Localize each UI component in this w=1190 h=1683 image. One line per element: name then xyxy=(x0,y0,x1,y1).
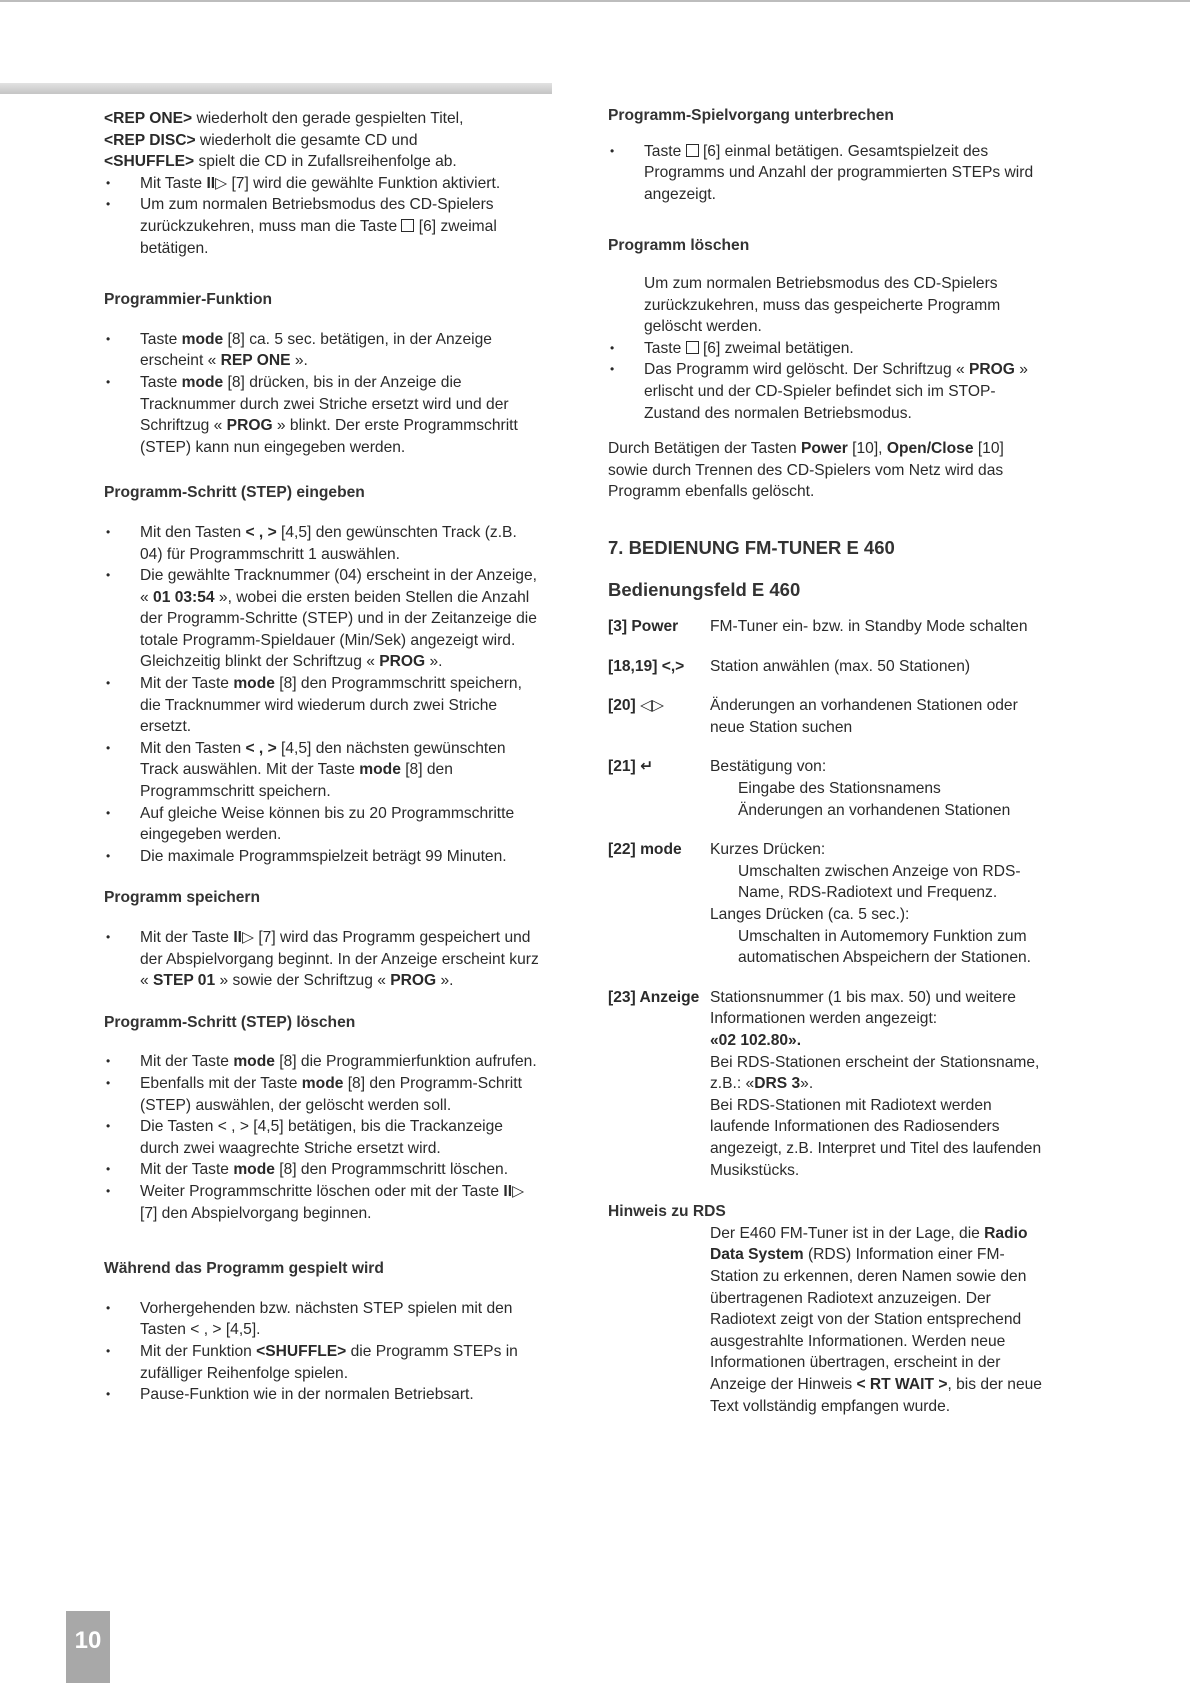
loeschen-list xyxy=(608,338,1042,424)
step-eingeben-list xyxy=(104,522,540,868)
hinweis-heading: Hinweis zu RDS xyxy=(608,1203,726,1221)
stop-square-icon xyxy=(686,341,699,354)
play-pause-icon: II▷ xyxy=(233,929,254,946)
list-item: • Mit der Taste mode [8] den Programmschritt löschen. xyxy=(104,1159,540,1181)
control-mode: [22] mode Kurzes Drücken: Umschalten zwischen Anzeige von RDS-Name, RDS-Radiotext und Frequenz. Langes Drücken (ca. 5 sec.): Umschalten in Automemory Funktion zum automatischen Abspeichern der Stationen. xyxy=(608,841,1032,967)
top-rule xyxy=(0,0,1190,2)
list-item: • Die Tasten < , > [4,5] betätigen, bis die Trackanzeige durch zwei waagrechte Striche ersetzt wird. xyxy=(104,1116,540,1159)
control-enter: [21] ↵ Bestätigung von: Eingabe des Stationsnamens Änderungen an vorhandenen Stationen xyxy=(608,758,1011,819)
list-item: • Mit den Tasten < , > [4,5] den gewünschten Track (z.B. 04) für Programmschritt 1 auswählen. xyxy=(104,522,540,565)
list-item: • Pause-Funktion wie in der normalen Betriebsart. xyxy=(104,1384,540,1406)
list-item: • Mit der Taste mode [8] die Programmierfunktion aufrufen. xyxy=(104,1051,540,1073)
control-station-select: [18,19] <,> Station anwählen (max. 50 Stationen) xyxy=(608,657,971,675)
unterbrechen-list xyxy=(608,141,1042,206)
list-item: • Mit Taste II▷ [7] wird die gewählte Funktion aktiviert. xyxy=(104,173,540,195)
list-item: • Taste [6] zweimal betätigen. xyxy=(608,338,1042,360)
rep-one-line: <REP ONE> wiederholt den gerade gespielten Titel, xyxy=(104,110,464,127)
speichern-heading: Programm speichern xyxy=(104,889,260,907)
loeschen-intro: Um zum normalen Betriebsmodus des CD-Spielers zurückzukehren, muss das gespeicherte Programm gelöscht werden. xyxy=(644,274,1001,336)
list-item: • Um zum normalen Betriebsmodus des CD-Spielers zurückzukehren, muss man die Taste [6] zweimal betätigen. xyxy=(104,194,540,259)
control-search: [20] ◁▷ Änderungen an vorhandenen Stationen oder neue Station suchen xyxy=(608,697,1018,736)
loeschen-heading: Programm löschen xyxy=(608,237,750,255)
rep-disc-line: <REP DISC> wiederholt die gesamte CD und xyxy=(104,131,418,149)
list-item: • Die gewählte Tracknummer (04) erscheint in der Anzeige, « 01 03:54 », wobei die ersten beiden Stellen die Anzahl der Programm-Schritte (STEP) und in der Zeitanzeige die totale Programm-Spieldauer (Min/Sek) angezeigt wird. Gleichzeitig blinkt der Schriftzug « PROG ». xyxy=(104,565,540,673)
left-column xyxy=(104,108,540,1406)
list-item: • Auf gleiche Weise können bis zu 20 Programmschritte eingegeben werden. xyxy=(104,803,540,846)
section-7-title: 7. BEDIENUNG FM-TUNER E 460 xyxy=(608,536,895,558)
programmier-list xyxy=(104,329,540,459)
step-eingeben-heading: Programm-Schritt (STEP) eingeben xyxy=(104,484,365,502)
unterbrechen-heading: Programm-Spielvorgang unterbrechen xyxy=(608,107,894,124)
loeschen-note: Durch Betätigen der Tasten Power [10], Open/Close [10] sowie durch Trennen des CD-Spielers vom Netz wird das Programm ebenfalls gelöscht. xyxy=(608,440,1004,501)
step-loeschen-heading: Programm-Schritt (STEP) löschen xyxy=(104,1013,356,1031)
control-display: [23] Anzeige Stationsnummer (1 bis max. 50) und weitere Informationen werden angezeigt: «02 102.80». Bei RDS-Stationen erscheint der Stationsname, z.B.: «DRS 3». Bei RDS-Stationen mit Radiotext werden laufende Informationen des Radiosenders angezeigt, z.B. Interpret und Titel des laufenden Musikstücks. xyxy=(608,988,1042,1179)
shuffle-line: <SHUFFLE> spielt die CD in Zufallsreihenfolge ab. xyxy=(104,153,457,171)
page-number: 10 xyxy=(66,1611,110,1683)
list-item: • Taste mode [8] ca. 5 sec. betätigen, in der Anzeige erscheint « REP ONE ». xyxy=(104,329,540,372)
bedienungsfeld-subtitle: Bedienungsfeld E 460 xyxy=(608,578,801,600)
stop-square-icon xyxy=(401,219,414,232)
play-pause-icon: II▷ xyxy=(206,174,228,192)
list-item: • Ebenfalls mit der Taste mode [8] den Programm-Schritt (STEP) auswählen, der gelöscht werden soll. xyxy=(104,1073,540,1116)
list-item: • Vorhergehenden bzw. nächsten STEP spielen mit den Tasten < , > [4,5]. xyxy=(104,1298,540,1341)
list-item: • Die maximale Programmspielzeit beträgt 99 Minuten. xyxy=(104,846,540,868)
play-pause-icon: II▷ xyxy=(503,1182,525,1200)
list-item: • Mit der Taste II▷ [7] wird das Programm gespeichert und der Abspielvorgang beginnt. In der Anzeige erscheint kurz « STEP 01 » sowie der Schriftzug « PROG ». xyxy=(104,927,540,992)
hinweis-text: Der E460 FM-Tuner ist in der Lage, die Radio Data System (RDS) Information einer FM-Station zu erkennen, deren Namen sowie den übertragenen Radiotext anzuzeigen. Der Radiotext zeigt von der Station entsprechend ausgestrahlte Informationen. Werden neue Informationen übertragen, erscheint in der Anzeige der Hinweis < RT WAIT >, bis der neue Text vollständig empfangen wurde. xyxy=(710,1224,1042,1415)
header-bar xyxy=(0,83,552,94)
programmier-heading: Programmier-Funktion xyxy=(104,291,273,309)
waehrend-list xyxy=(104,1298,540,1406)
right-column xyxy=(608,105,1042,1417)
control-power: [3] Power FM-Tuner ein- bzw. in Standby Mode schalten xyxy=(608,618,1028,636)
list-item: • Taste [6] einmal betätigen. Gesamtspielzeit des Programms und Anzahl der programmierten STEPs wird angezeigt. xyxy=(608,141,1042,206)
list-item: • Weiter Programmschritte löschen oder mit der Taste II▷ [7] den Abspielvorgang beginnen. xyxy=(104,1181,540,1224)
list-item: • Das Programm wird gelöscht. Der Schriftzug « PROG » erlischt und der CD-Spieler befindet sich im STOP-Zustand des normalen Betriebsmodus. xyxy=(608,359,1042,424)
speichern-list xyxy=(104,927,540,992)
waehrend-heading: Während das Programm gespielt wird xyxy=(104,1260,384,1278)
list-item: • Mit der Taste mode [8] den Programmschritt speichern, die Tracknummer wird wiederum durch zwei Striche ersetzt. xyxy=(104,673,540,738)
list-item: • Taste mode [8] drücken, bis in der Anzeige die Tracknummer durch zwei Striche ersetzt wird und der Schriftzug « PROG » blinkt. Der erste Programmschritt (STEP) kann nun eingegeben werden. xyxy=(104,372,540,458)
list-item: • Mit den Tasten < , > [4,5] den nächsten gewünschten Track auswählen. Mit der Taste mode [8] den Programmschritt speichern. xyxy=(104,738,540,803)
step-loeschen-list xyxy=(104,1051,540,1224)
list-item: • Mit der Funktion <SHUFFLE> die Programm STEPs in zufälliger Reihenfolge spielen. xyxy=(104,1341,540,1384)
stop-square-icon xyxy=(686,144,699,157)
intro-list xyxy=(104,173,540,259)
